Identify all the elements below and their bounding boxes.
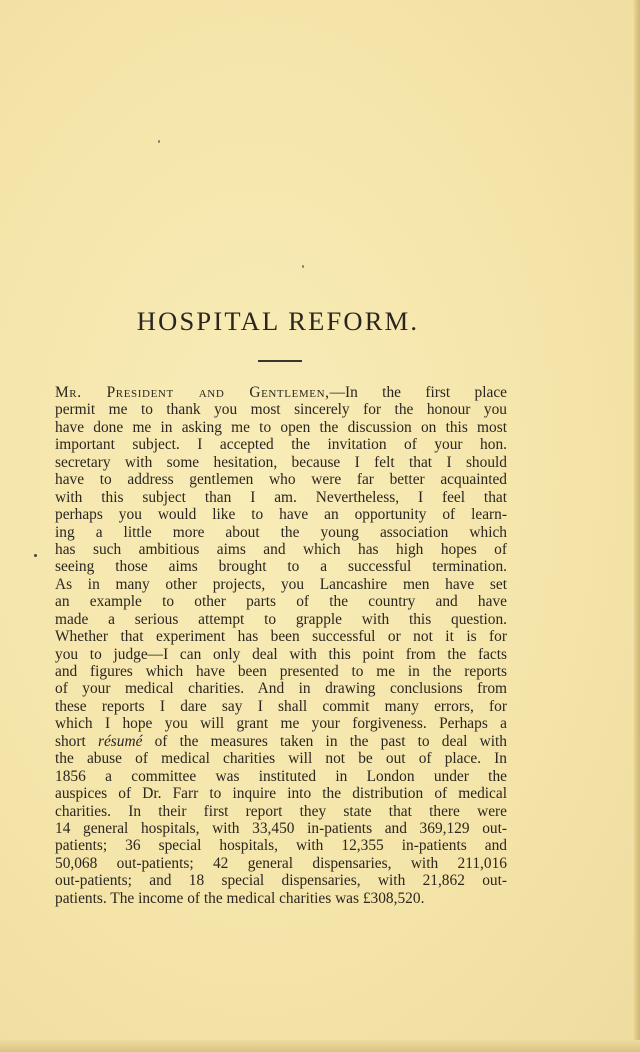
text-line: patients; 36 special hospitals, with 12,355 in-patients and (55, 837, 507, 855)
salutation: Mr. President and Gentlemen, (55, 384, 330, 401)
page-edge-bottom (0, 1040, 640, 1052)
text-line: secretary with some hesitation, because I felt that I should (55, 453, 507, 471)
text-line: the abuse of medical charities will not be out of place. In (55, 750, 507, 768)
text-line: 14 general hospitals, with 33,450 in-patients and 369,129 out- (55, 819, 507, 837)
text-line: and figures which have been presented to me in the reports (55, 663, 507, 680)
text-line: with this subject than I am. Nevertheless, I feel that (55, 488, 507, 506)
text-line: an example to other parts of the country and have (55, 593, 507, 611)
text-line: out-patients; and 18 special dispensaries, with 21,862 out- (55, 872, 507, 890)
text-line: auspices of Dr. Farr to inquire into the distribution of medical (55, 785, 507, 803)
line-text: short (55, 732, 98, 750)
text-line: these reports I dare say I shall commit many errors, for (55, 697, 507, 715)
text-line: important subject. I accepted the invitation of your hon. (55, 436, 507, 454)
text-line: ing a little more about the young association which (55, 523, 507, 541)
line-text: of the measures taken in the past to deal with (154, 732, 507, 750)
text-line: perhaps you would like to have an opportunity of learn- (55, 506, 507, 524)
text-line: made a serious attempt to grapple with this question. (55, 610, 507, 628)
text-line: 1856 a committee was instituted in London under the (55, 767, 507, 785)
text-line: which I hope you will grant me your forgiveness. Perhaps a (55, 715, 507, 733)
text-line: you to judge—I can only deal with this point from the facts (55, 645, 507, 663)
text-line: have done me in asking me to open the discussion on this most (55, 418, 507, 436)
text-line (55, 733, 507, 750)
italic-resume: résumé (97, 732, 143, 750)
text-line: patients. The income of the medical charities was £308,520. (55, 889, 425, 907)
chapter-title (0, 306, 556, 337)
text-line: 50,068 out-patients; 42 general dispensaries, with 211,016 (55, 854, 507, 872)
body-paragraph (55, 384, 507, 907)
text-line: As in many other projects, you Lancashire men have set (55, 575, 507, 593)
paper-speck (302, 265, 304, 268)
text-line: of your medical charities. And in drawing conclusions from (55, 680, 507, 698)
chapter-title-text: HOSPITAL REFORM. (136, 306, 420, 336)
margin-mark (34, 554, 37, 557)
text-line: permit me to thank you most sincerely for the honour you (55, 401, 507, 419)
line-text: —In the first place (329, 384, 507, 401)
paper-speck (158, 140, 160, 143)
page-edge-right (634, 0, 640, 1052)
text-line: has such ambitious aims and which has high hopes of (55, 540, 507, 558)
text-line: Whether that experiment has been successful or not it is for (55, 628, 507, 646)
text-line: charities. In their first report they state that there were (55, 802, 507, 820)
text-line: have to address gentlemen who were far better acquainted (55, 471, 507, 489)
text-line (55, 384, 507, 401)
title-rule (258, 360, 302, 362)
text-line: seeing those aims brought to a successful termination. (55, 558, 507, 576)
